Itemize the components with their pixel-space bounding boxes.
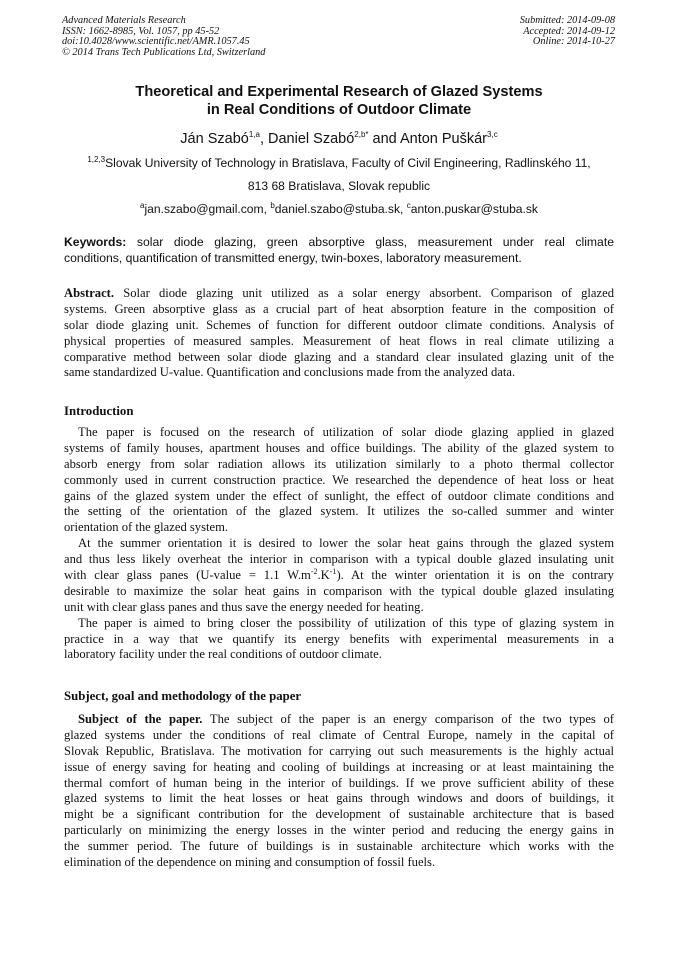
paragraph-line: unit with clear glass panes and thus save the energy needed for heating. — [64, 599, 424, 614]
email-address: jan.szabo@gmail.com, — [144, 202, 271, 216]
title-line-1: Theoretical and Experimental Research of Glazed Systems — [135, 84, 543, 100]
paragraph-line: desirable to maximize the solar heat gains in comparison with the typical double glazed insulating — [64, 583, 614, 598]
author-affiliation-marker: 3,c — [487, 130, 498, 140]
author-name: Ján Szabó — [180, 131, 249, 147]
paragraph-line: might be a significant contribution for the development of sustainable architecture that is based — [64, 807, 614, 822]
affiliation-line-2: 813 68 Bratislava, Slovak republic — [247, 179, 431, 193]
affiliation-marker: 1,2,3 — [87, 154, 106, 164]
paragraph-line: glazed systems under the conditions of real climate of Central Europe, namely in the capital of — [64, 727, 614, 742]
paragraph-line: thermal comfort of human being in the interior of buildings. If we prove sufficient ability of these — [64, 775, 614, 790]
paragraph-text: ). At the winter orientation it is on the contrary — [336, 568, 614, 583]
paragraph-line: At the summer orientation it is desired to lower the solar heat gains through the glazed system — [78, 536, 614, 551]
email-line — [0, 202, 678, 216]
keywords-text: solar diode glazing, green absorptive glass, measurement under real climate — [126, 235, 614, 249]
section-heading-subject: Subject, goal and methodology of the paper — [64, 689, 302, 703]
keywords-block — [64, 235, 614, 266]
subject-label: Subject of the paper. — [78, 712, 203, 726]
unit-exponent: -1 — [329, 568, 337, 576]
paragraph-line: systems of family houses, apartment houses and office buildings. The ability of the glazed system to — [64, 440, 614, 455]
author-affiliation-marker: 1,a — [248, 130, 260, 140]
abstract-block — [64, 286, 614, 381]
paragraph-line — [64, 568, 614, 584]
email-marker: a — [140, 200, 145, 210]
paragraph-line — [64, 712, 614, 728]
section-heading-introduction: Introduction — [64, 404, 134, 418]
author-affiliation-marker: 2,b* — [354, 130, 369, 140]
journal-copyright: © 2014 Trans Tech Publications Ltd, Switzerland — [62, 46, 266, 58]
introduction-body — [64, 425, 614, 663]
unit-exponent: -2 — [310, 568, 318, 576]
paragraph-line: the setting of the orientation of the glazed system. It utilizes the so-called summer and winter — [64, 504, 614, 519]
paragraph-text: The subject of the paper is an energy comparison of the two types of — [202, 712, 614, 726]
keywords-label: Keywords: — [64, 235, 127, 249]
abstract-line: same standardized U-value. Quantification and conclusions made from the analyzed data. — [64, 365, 516, 380]
paragraph-line: issue of energy saving for heating and cooling of buildings at increasing or at least maintaining the — [64, 759, 614, 774]
paragraph-line: commonly used in current construction practice. We researched the dependence of heat loss or heat — [64, 472, 614, 487]
keywords-line: conditions, quantification of transmitted energy, twin-boxes, laboratory measurement. — [64, 250, 522, 265]
paragraph-line: laboratory facility under the real conditions of outdoor climate. — [64, 647, 382, 662]
paragraph-line: the summer period. The future of buildings is in sustainable architecture which works with the — [64, 839, 614, 854]
abstract-line — [64, 286, 614, 302]
u-value-text: with clear glass panes (U-value = 1.1 W.m — [64, 568, 311, 583]
paragraph-line: orientation of the glazed system. — [64, 520, 229, 535]
abstract-line: systems. Green absorptive glass as a crucial part of heat absorption feature in the composition of — [64, 301, 614, 316]
paragraph-line: elimination of the dependence on mining and consumption of fossil fuels. — [64, 855, 436, 870]
author-name: Anton Puškár — [399, 131, 488, 147]
email-address: daniel.szabo@stuba.sk, — [274, 202, 407, 216]
journal-info — [62, 16, 265, 58]
journal-doi: doi:10.4028/www.scientific.net/AMR.1057.45 — [62, 36, 250, 47]
affiliation-line-1 — [0, 156, 678, 170]
author-separator: , — [259, 131, 269, 147]
paragraph-line: gains of the glazed system under the effect of sunlight, the effect of outdoor climate conditions and — [64, 488, 614, 503]
email-marker: c — [406, 200, 411, 210]
author-name: Daniel Szabó — [268, 131, 355, 147]
author-list — [0, 130, 678, 148]
paragraph-line: Slovak Republic, Bratislava. The motivation for carrying out such measurements is the highly actual — [64, 743, 614, 758]
paragraph-line: The paper is focused on the research of utilization of solar diode glazing applied in glazed — [78, 425, 614, 439]
title-line-2: in Real Conditions of Outdoor Climate — [206, 102, 472, 118]
paper-title — [0, 83, 678, 119]
email-marker: b — [270, 200, 275, 210]
journal-issn: ISSN: 1662-8985, Vol. 1057, pp 45-52 — [62, 25, 220, 37]
accepted-date: Accepted: 2014-09-12 — [523, 25, 615, 37]
unit-text: .K — [317, 568, 330, 583]
paragraph-line: and thus less likely overheat the interior in comparison with a typical double glazed insulating unit — [64, 552, 614, 567]
affiliation-text: Slovak University of Technology in Bratislava, Faculty of Civil Engineering, Radlinského 11, — [105, 156, 591, 170]
keywords-line — [64, 235, 614, 251]
paragraph-line: absorb energy from solar radiation allows its utilization similarly to a photo thermal collector — [64, 456, 614, 471]
submitted-date: Submitted: 2014-09-08 — [519, 15, 615, 26]
paragraph-line: The paper is aimed to bring closer the possibility of utilization of this type of glazing system in — [78, 615, 614, 630]
paragraph-line: practice in a way that we quantify its energy benefits with experimental measurements in a — [64, 631, 614, 646]
abstract-line: physical properties of measured samples. Measurement of heat flows in real climate utilizing a — [64, 333, 614, 348]
paragraph-line: particularly on minimizing the energy losses in the winter period and reducing the energy gains in — [64, 823, 614, 838]
abstract-line: comparative method between solar diode glazing and a standard clear insulated glazing unit of the — [64, 349, 614, 364]
subject-body — [64, 712, 614, 871]
abstract-text: Solar diode glazing unit utilized as a solar energy absorbent. Comparison of glazed — [114, 286, 614, 300]
abstract-label: Abstract. — [64, 286, 115, 300]
author-separator: and — [368, 131, 400, 147]
online-date: Online: 2014-10-27 — [532, 36, 615, 47]
paragraph-line: glazed systems to limit the heat losses or heat gains through windows and doors of buildings, it — [64, 791, 614, 806]
abstract-line: solar diode glazing unit. Schemes of function for different outdoor climate conditions. Analysis of — [64, 317, 614, 332]
email-address: anton.puskar@stuba.sk — [410, 202, 538, 216]
submission-dates — [520, 16, 615, 48]
journal-name: Advanced Materials Research — [62, 15, 186, 26]
